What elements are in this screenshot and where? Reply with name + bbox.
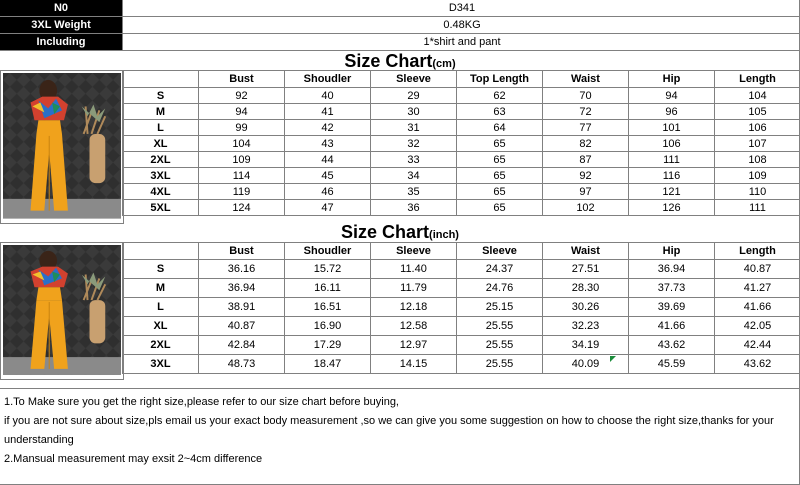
size-label: S xyxy=(123,88,199,104)
size-label: M xyxy=(123,104,199,120)
table-cell: 36.94 xyxy=(199,279,285,298)
table-cell: 63 xyxy=(457,104,543,120)
table-header-row xyxy=(123,71,800,88)
inch-chart-title-text: Size Chart xyxy=(341,222,430,242)
table-cell: 87 xyxy=(543,152,629,168)
table-cell: 110 xyxy=(715,184,800,200)
table-cell: 109 xyxy=(715,168,800,184)
table-row xyxy=(123,152,800,168)
table-cell: 92 xyxy=(543,168,629,184)
column-header: Hip xyxy=(629,243,715,260)
table-cell: 65 xyxy=(457,184,543,200)
info-value: 0.48KG xyxy=(122,17,800,33)
table-cell: 41.66 xyxy=(715,298,800,317)
table-row xyxy=(123,336,800,355)
table-cell: 94 xyxy=(629,88,715,104)
table-cell: 29 xyxy=(371,88,457,104)
info-value: 1*shirt and pant xyxy=(122,34,800,50)
table-row xyxy=(123,317,800,336)
table-cell: 39.69 xyxy=(629,298,715,317)
corner-cell xyxy=(123,243,199,260)
table-cell: 24.76 xyxy=(457,279,543,298)
table-cell: 31 xyxy=(371,120,457,136)
table-cell: 114 xyxy=(199,168,285,184)
table-cell: 44 xyxy=(285,152,371,168)
info-label: N0 xyxy=(0,0,122,16)
table-cell: 70 xyxy=(543,88,629,104)
table-cell: 116 xyxy=(629,168,715,184)
table-cell: 42.84 xyxy=(199,336,285,355)
size-label: XL xyxy=(123,136,199,152)
size-label: 2XL xyxy=(123,152,199,168)
size-chart-cm-table xyxy=(122,70,800,216)
table-cell: 65 xyxy=(457,136,543,152)
table-cell: 41.66 xyxy=(629,317,715,336)
table-header-row xyxy=(123,243,800,260)
corner-cell xyxy=(123,71,199,88)
size-label: 5XL xyxy=(123,200,199,216)
table-cell: 24.37 xyxy=(457,260,543,279)
table-cell: 41.27 xyxy=(715,279,800,298)
table-cell: 15.72 xyxy=(285,260,371,279)
table-cell: 121 xyxy=(629,184,715,200)
info-label: Including xyxy=(0,34,122,50)
table-cell: 43.62 xyxy=(629,336,715,355)
table-cell: 11.40 xyxy=(371,260,457,279)
table-cell: 28.30 xyxy=(543,279,629,298)
table-cell: 45 xyxy=(285,168,371,184)
table-row xyxy=(123,298,800,317)
table-cell: 62 xyxy=(457,88,543,104)
column-header: Shoudler xyxy=(285,243,371,260)
table-cell: 65 xyxy=(457,152,543,168)
note-line: 2.Mansual measurement may exsit 2~4cm difference xyxy=(4,453,263,465)
model-photo-image xyxy=(3,73,121,219)
inch-chart-unit: (inch) xyxy=(429,229,459,241)
table-cell: 41 xyxy=(285,104,371,120)
table-cell: 12.97 xyxy=(371,336,457,355)
table-cell: 12.58 xyxy=(371,317,457,336)
table-row xyxy=(123,104,800,120)
column-header: Sleeve xyxy=(371,71,457,88)
info-row-weight xyxy=(0,17,800,34)
size-label: 3XL xyxy=(123,168,199,184)
column-header: Hip xyxy=(629,71,715,88)
table-cell: 40.87 xyxy=(715,260,800,279)
table-cell: 38.91 xyxy=(199,298,285,317)
table-cell: 104 xyxy=(199,136,285,152)
table-cell: 96 xyxy=(629,104,715,120)
column-header: Sleeve xyxy=(371,243,457,260)
table-cell: 32 xyxy=(371,136,457,152)
size-label: L xyxy=(123,120,199,136)
table-cell: 34.19 xyxy=(543,336,629,355)
table-cell: 40.87 xyxy=(199,317,285,336)
table-cell: 94 xyxy=(199,104,285,120)
table-cell: 82 xyxy=(543,136,629,152)
table-cell: 106 xyxy=(715,120,800,136)
table-cell: 33 xyxy=(371,152,457,168)
column-header: Sleeve xyxy=(457,243,543,260)
table-cell: 35 xyxy=(371,184,457,200)
table-row xyxy=(123,136,800,152)
table-cell: 102 xyxy=(543,200,629,216)
table-cell: 45.59 xyxy=(629,355,715,374)
table-cell: 42.05 xyxy=(715,317,800,336)
cm-chart-title-text: Size Chart xyxy=(344,51,433,71)
size-chart-inch-table xyxy=(122,242,800,374)
table-cell: 101 xyxy=(629,120,715,136)
table-cell: 47 xyxy=(285,200,371,216)
table-cell: 48.73 xyxy=(199,355,285,374)
table-cell: 32.23 xyxy=(543,317,629,336)
table-cell: 42.44 xyxy=(715,336,800,355)
table-cell: 36 xyxy=(371,200,457,216)
cell-corner-marker xyxy=(610,356,616,362)
table-row xyxy=(123,200,800,216)
table-cell: 27.51 xyxy=(543,260,629,279)
table-cell: 92 xyxy=(199,88,285,104)
table-cell: 46 xyxy=(285,184,371,200)
note-line: 1.To Make sure you get the right size,please refer to our size chart before buying, xyxy=(4,396,399,408)
table-cell: 72 xyxy=(543,104,629,120)
table-cell: 111 xyxy=(629,152,715,168)
table-cell: 16.90 xyxy=(285,317,371,336)
table-cell: 36.16 xyxy=(199,260,285,279)
column-header: Waist xyxy=(543,243,629,260)
table-cell: 37.73 xyxy=(629,279,715,298)
table-cell: 30.26 xyxy=(543,298,629,317)
table-cell: 16.11 xyxy=(285,279,371,298)
table-cell: 109 xyxy=(199,152,285,168)
table-cell: 36.94 xyxy=(629,260,715,279)
size-label: M xyxy=(123,279,199,298)
size-label: 4XL xyxy=(123,184,199,200)
column-header: Waist xyxy=(543,71,629,88)
table-cell: 40 xyxy=(285,88,371,104)
table-cell: 34 xyxy=(371,168,457,184)
table-cell: 40.09 xyxy=(543,355,629,374)
table-cell: 77 xyxy=(543,120,629,136)
table-row xyxy=(123,88,800,104)
info-value: D341 xyxy=(122,0,800,16)
table-cell: 42 xyxy=(285,120,371,136)
table-cell: 11.79 xyxy=(371,279,457,298)
product-photo-inch xyxy=(0,242,124,380)
table-cell: 25.55 xyxy=(457,317,543,336)
table-cell: 43.62 xyxy=(715,355,800,374)
size-label: 2XL xyxy=(123,336,199,355)
size-label: XL xyxy=(123,317,199,336)
table-cell: 16.51 xyxy=(285,298,371,317)
note-line: if you are not sure about size,pls email us your exact body measurement ,so we can give you some suggestion on how to choose the right size,thanks for your understanding xyxy=(4,415,774,446)
table-cell: 14.15 xyxy=(371,355,457,374)
column-header: Top Length xyxy=(457,71,543,88)
table-cell: 126 xyxy=(629,200,715,216)
table-cell: 97 xyxy=(543,184,629,200)
table-cell: 106 xyxy=(629,136,715,152)
table-cell: 43 xyxy=(285,136,371,152)
column-header: Length xyxy=(715,71,800,88)
table-cell: 25.15 xyxy=(457,298,543,317)
size-label: L xyxy=(123,298,199,317)
table-cell: 25.55 xyxy=(457,336,543,355)
cm-chart-unit: (cm) xyxy=(432,58,456,70)
info-label: 3XL Weight xyxy=(0,17,122,33)
table-cell: 104 xyxy=(715,88,800,104)
sizing-notes xyxy=(0,388,800,485)
table-cell: 18.47 xyxy=(285,355,371,374)
table-cell: 107 xyxy=(715,136,800,152)
table-cell: 111 xyxy=(715,200,800,216)
table-row xyxy=(123,168,800,184)
table-cell: 30 xyxy=(371,104,457,120)
table-cell: 99 xyxy=(199,120,285,136)
table-row xyxy=(123,355,800,374)
table-cell: 64 xyxy=(457,120,543,136)
table-cell: 124 xyxy=(199,200,285,216)
model-photo-image xyxy=(3,245,121,375)
table-row xyxy=(123,260,800,279)
column-header: Bust xyxy=(199,71,285,88)
info-row-number xyxy=(0,0,800,17)
product-photo-cm xyxy=(0,70,124,224)
table-cell: 65 xyxy=(457,168,543,184)
table-cell: 17.29 xyxy=(285,336,371,355)
column-header: Bust xyxy=(199,243,285,260)
column-header: Shoudler xyxy=(285,71,371,88)
table-cell: 12.18 xyxy=(371,298,457,317)
info-row-including xyxy=(0,34,800,51)
table-cell: 108 xyxy=(715,152,800,168)
table-cell: 25.55 xyxy=(457,355,543,374)
column-header: Length xyxy=(715,243,800,260)
table-row xyxy=(123,120,800,136)
table-row xyxy=(123,279,800,298)
table-cell: 105 xyxy=(715,104,800,120)
table-cell: 65 xyxy=(457,200,543,216)
size-label: 3XL xyxy=(123,355,199,374)
table-cell: 119 xyxy=(199,184,285,200)
size-label: S xyxy=(123,260,199,279)
table-row xyxy=(123,184,800,200)
